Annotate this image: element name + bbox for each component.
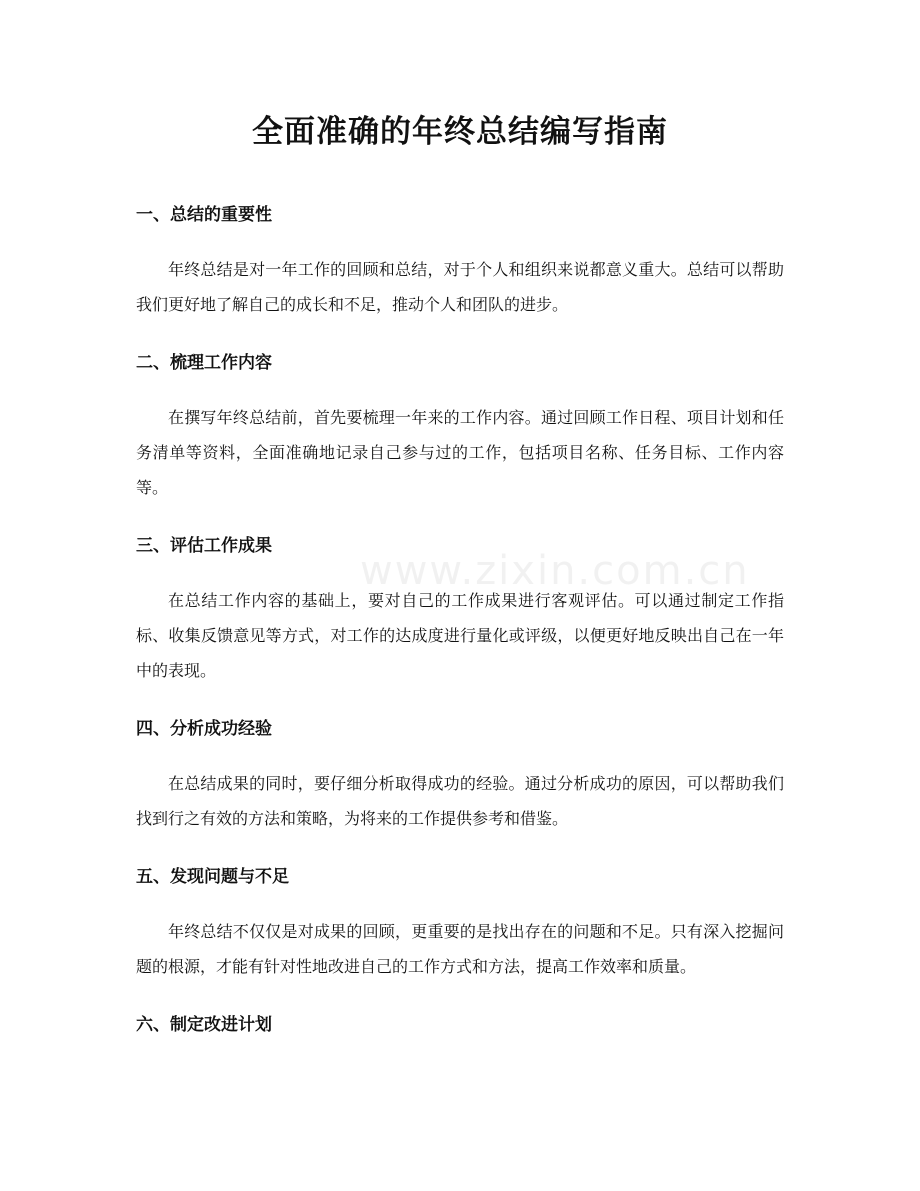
section-heading: 二、梳理工作内容: [136, 353, 272, 373]
section-heading: 一、总结的重要性: [136, 205, 272, 225]
section-paragraph: 年终总结不仅仅是对成果的回顾，更重要的是找出存在的问题和不足。只有深入挖掘问题的根源，才能有针对性地改进自己的工作方式和方法，提高工作效率和质量。: [136, 922, 784, 976]
section-paragraph: 在总结成果的同时，要仔细分析取得成功的经验。通过分析成功的原因，可以帮助我们找到行之有效的方法和策略，为将来的工作提供参考和借鉴。: [136, 774, 784, 828]
section-heading: 三、评估工作成果: [136, 536, 272, 556]
section-evaluate-results: [136, 533, 784, 688]
section-improvement-plan: [136, 1012, 784, 1038]
section-paragraph: 在撰写年终总结前，首先要梳理一年来的工作内容。通过回顾工作日程、项目计划和任务清单等资料，全面准确地记录自己参与过的工作，包括项目名称、任务目标、工作内容等。: [136, 408, 784, 497]
section-paragraph: 在总结工作内容的基础上，要对自己的工作成果进行客观评估。可以通过制定工作指标、收集反馈意见等方式，对工作的达成度进行量化或评级，以便更好地反映出自己在一年中的表现。: [136, 591, 784, 680]
section-problems: [136, 864, 784, 984]
section-importance: [136, 202, 784, 322]
section-work-content: [136, 350, 784, 505]
page-title: 全面准确的年终总结编写指南: [252, 114, 668, 150]
watermark: www.zixin.com.cn: [360, 548, 750, 594]
section-paragraph: 年终总结是对一年工作的回顾和总结，对于个人和组织来说都意义重大。总结可以帮助我们更好地了解自己的成长和不足，推动个人和团队的进步。: [136, 260, 784, 314]
section-heading: 六、制定改进计划: [136, 1015, 272, 1035]
section-heading: 四、分析成功经验: [136, 719, 272, 739]
section-success-experience: [136, 716, 784, 836]
section-heading: 五、发现问题与不足: [136, 867, 289, 887]
